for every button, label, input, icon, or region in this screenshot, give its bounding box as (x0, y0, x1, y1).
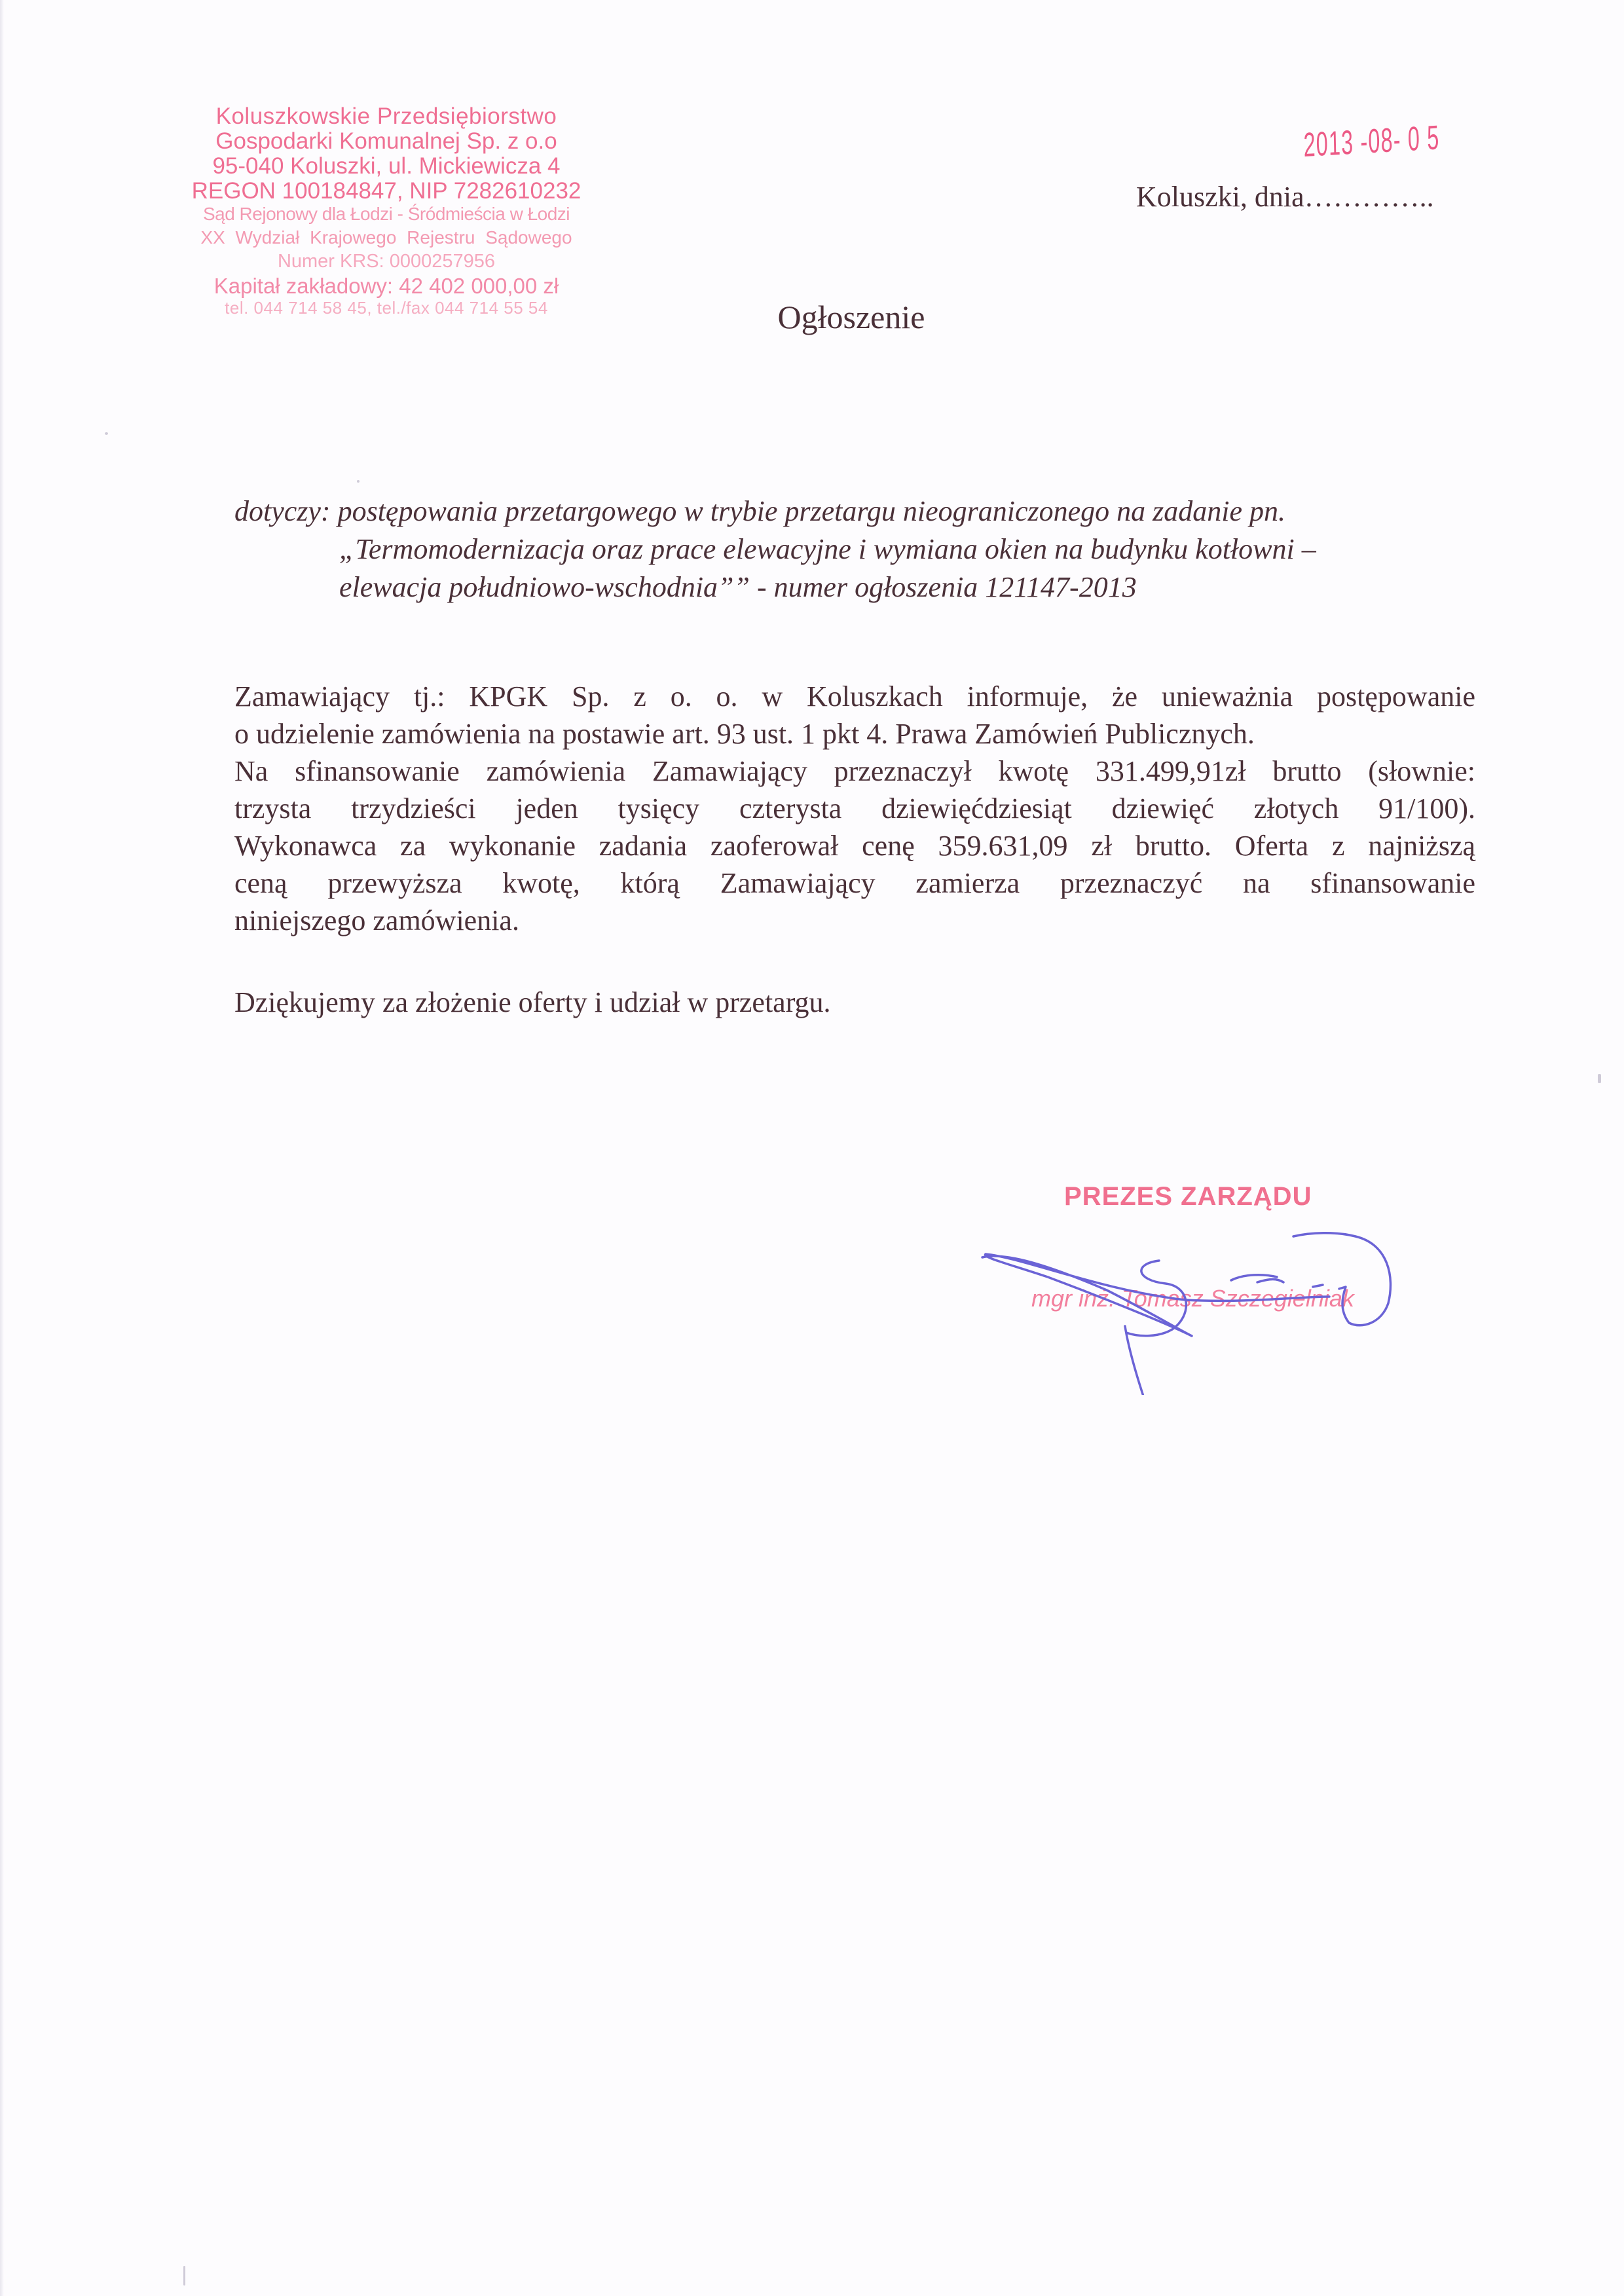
body-line: Wykonawca za wykonanie zadania zaoferował cenę 359.631,09 zł brutto. Oferta z najniższą (234, 830, 1475, 862)
stamp-line: Kapitał zakładowy: 42 402 000,00 zł (213, 274, 559, 298)
signature-stroke (982, 1254, 1329, 1336)
stamp-line: 95-040 Koluszki, ul. Mickiewicza 4 (212, 153, 561, 179)
body-line: trzysta trzydzieści jeden tysięcy czterysta dziewięćdziesiąt dziewięć złotych 91/100). (234, 792, 1475, 824)
subject-block (234, 492, 1479, 606)
stamp-line: REGON 100184847, NIP 7282610232 (191, 178, 581, 204)
scan-speck (183, 2266, 185, 2286)
stamp-line: Numer KRS: 0000257956 (277, 251, 496, 272)
body-line: Na sfinansowanie zamówienia Zamawiający przeznaczył kwotę 331.499,91zł brutto (słownie: (234, 755, 1475, 787)
signature-stroke (1293, 1233, 1390, 1325)
stamp-line: Gospodarki Komunalnej Sp. z o.o (215, 128, 557, 154)
signature-stroke (1231, 1275, 1283, 1282)
stamp-line: Koluszkowskie Przedsiębiorstwo (215, 103, 557, 129)
subject-line: elewacja południowo-wschodnia”” - numer ogłoszenia 121147-2013 (339, 571, 1137, 603)
signatory-role-stamp: PREZES ZARZĄDU (1064, 1182, 1312, 1211)
body-line: niniejszego zamówienia. (234, 904, 519, 936)
scan-speck (105, 432, 108, 435)
handwritten-signature (969, 1166, 1428, 1395)
scan-speck (357, 480, 360, 483)
signatory-name-stamp: mgr inż. Tomasz Szczegielniak (1031, 1285, 1354, 1312)
closing-line: Dziękujemy za złożenie oferty i udział w przetargu. (234, 986, 831, 1018)
document-title: Ogłoszenie (777, 299, 925, 335)
stamp-line: tel. 044 714 58 45, tel./fax 044 714 55 54 (225, 298, 548, 318)
scan-speck (1598, 1074, 1601, 1083)
body-line: ceną przewyższa kwotę, którą Zamawiający zamierza przeznaczyć na sfinansowanie (234, 867, 1475, 899)
company-stamp (157, 105, 616, 316)
body-line: o udzielenie zamówienia na postawie art. 93 ust. 1 pkt 4. Prawa Zamówień Publicznych. (234, 718, 1255, 750)
stamp-line: XX Wydział Krajowego Rejestru Sądowego (200, 227, 572, 248)
date-stamp: 2013 -08- 0 5 (1303, 119, 1441, 164)
body-text (234, 678, 1475, 939)
signature-stroke (1313, 1285, 1323, 1287)
subject-line: „Termomodernizacja oraz prace elewacyjne i wymiana okien na budynku kotłowni – (339, 533, 1316, 565)
stamp-line: Sąd Rejonowy dla Łodzi - Śródmieścia w Łodzi (202, 204, 570, 224)
subject-line: dotyczy: postępowania przetargowego w trybie przetargu nieograniczonego na zadanie pn. (234, 495, 1286, 527)
scan-edge (0, 0, 4, 2296)
place-and-date: Koluszki, dnia………….. (1136, 181, 1434, 213)
body-line: Zamawiający tj.: KPGK Sp. z o. o. w Koluszkach informuje, że unieważnia postępowanie (234, 680, 1475, 713)
